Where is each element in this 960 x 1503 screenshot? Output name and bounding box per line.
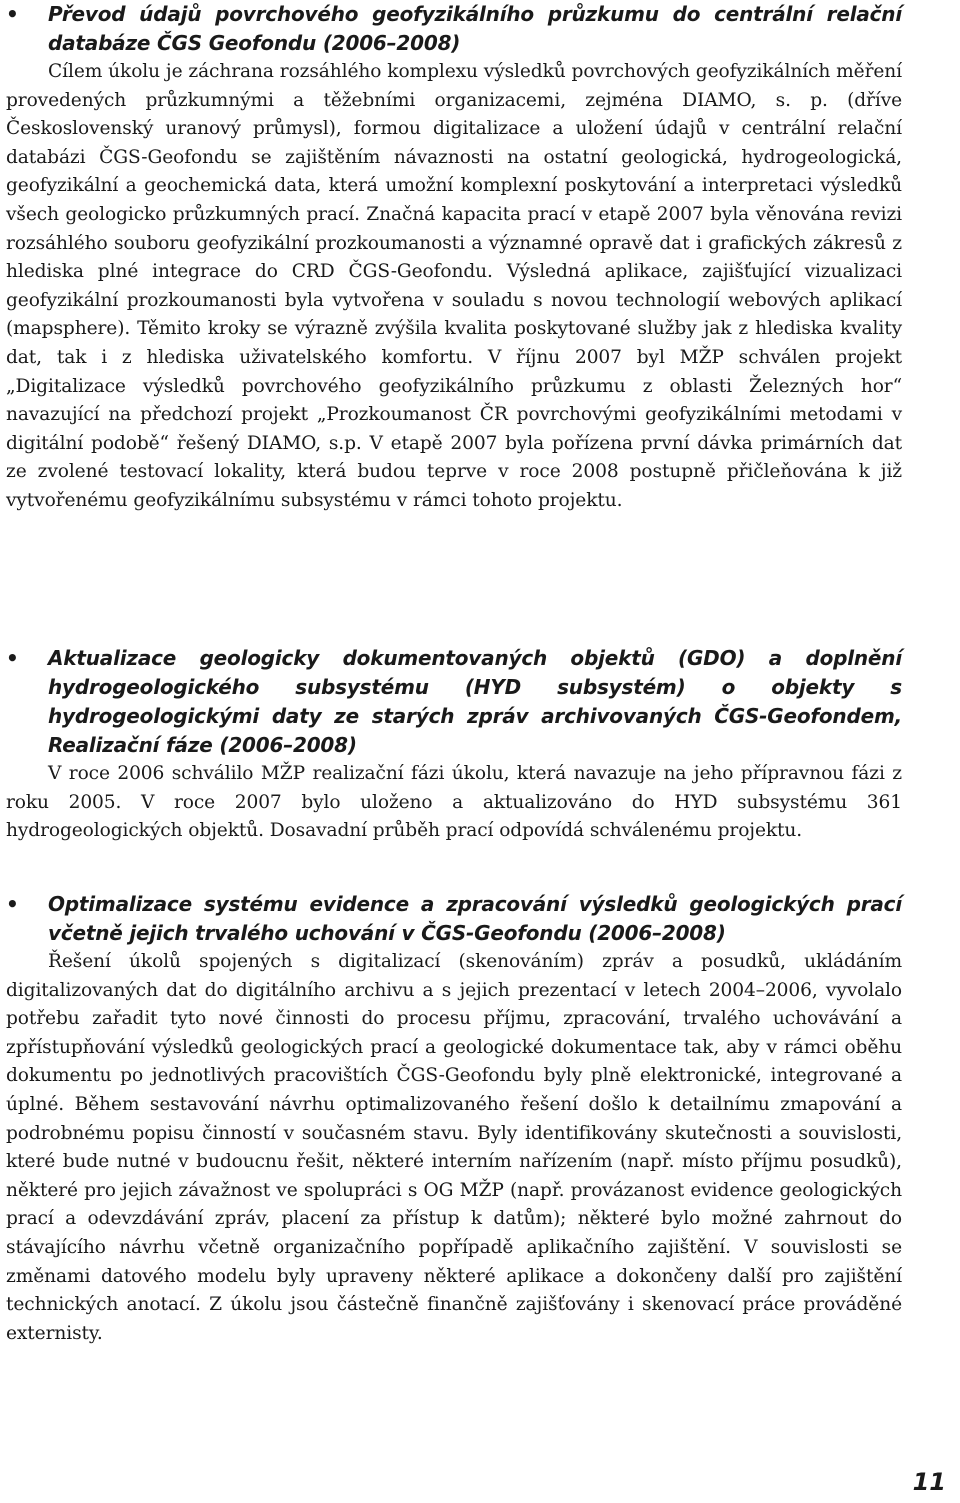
bullet: • — [6, 892, 19, 916]
section-geofyzika — [6, 0, 902, 516]
section-heading: Optimalizace systému evidence a zpracování výsledků geologických prací včetně jejich trvalého uchování v ČGS-Geofondu (2006–2008) — [48, 892, 902, 945]
bullet: • — [6, 646, 19, 670]
bullet: • — [6, 2, 19, 26]
page-number: 11 — [912, 1468, 946, 1496]
section-heading: Aktualizace geologicky dokumentovaných objektů (GDO) a doplnění hydrogeologického subsystému (HYD subsystém) o objekty s hydrogeologickými daty ze starých zpráv archivovaných ČGS-Geofondem, Realizační fáze (2006–2008) — [48, 646, 902, 757]
section-body: V roce 2006 schválilo MŽP realizační fázi úkolu, která navazuje na jeho přípravnou fázi z roku 2005. V roce 2007 bylo uloženo a aktualizováno do HYD subsystému 361 hydrogeologických objektů. Dosavadní průběh prací odpovídá schválenému projektu. — [6, 763, 902, 842]
section-body: Řešení úkolů spojených s digitalizací (skenováním) zpráv a posudků, ukládáním digitalizovaných dat do digitálního archivu a s jejich prezentací v letech 2004–2006, vyvolalo potřebu zařadit tyto nové činnosti do procesu příjmu, zpracování, trvalého uchovávání a zpřístupňování výsledků geologických prací a geologické dokumentace tak, aby v rámci oběhu dokumentu po jednotlivých pracovištích ČGS-Geofondu byly plně elektronické, integrované a úplné. Během sestavování návrhu optimalizovaného řešení došlo k detailnímu zmapování a podrobnému popisu činností v současném stavu. Byly identifikovány skutečnosti a souvislosti, které bude nutné v budoucnu řešit, některé interním nařízením (např. místo příjmu posudků), některé pro jejich závažnost ve spolupráci s OG MŽP (např. provázanost evidence geologických prací a odevzdávání zpráv, placení za přístup k datům); některé bylo možné zahrnout do stávajícího návrhu včetně organizačního popřípadě aplikačního zajištění. V souvislosti se změnami datového modelu byly upraveny některé aplikace a dokončeny další pro zajištění technických anotací. Z úkolu jsou částečně finančně zajišťovány i skenovací práce prováděné externisty. — [6, 951, 902, 1344]
section-body: Cílem úkolu je záchrana rozsáhlého komplexu výsledků povrchových geofyzikálních měření provedených průzkumnými a těžebními organizacemi, zejména DIAMO, s. p. (dříve Československý uranový průmysl), formou digitalizace a uložení údajů v centrální relační databázi ČGS-Geofondu se zajištěním návaznosti na ostatní geologická, hydrogeologická, geofyzikální a geochemická data, která umožní komplexní poskytování a interpretaci výsledků všech geologicko průzkumných prací. Značná kapacita prací v etapě 2007 byla věnována revizi rozsáhlého souboru geofyzikální prozkoumanosti a významné opravě dat i grafických zákresů z hlediska plné integrace do CRD ČGS-Geofondu. Výsledná aplikace, zajišťující vizualizaci geofyzikální prozkoumanosti byla vytvořena v souladu s novou technologií webových aplikací (mapsphere). Těmito kroky se výrazně zvýšila kvalita poskytované služby jak z hlediska kvality dat, tak i z hlediska uživatelského komfortu. V říjnu 2007 byl MŽP schválen projekt „Digitalizace výsledků povrchového geofyzikálního průzkumu z oblasti Železných hor“ navazující na předchozí projekt „Prozkoumanost ČR povrchovými geofyzikálními metodami v digitální podobě“ řešený DIAMO, s.p. V etapě 2007 byla pořízena první dávka primárních dat ze zvolené testovací lokality, která budou teprve v roce 2008 postupně přičleňována k již vytvořenému geofyzikálnímu subsystému v rámci tohoto projektu. — [6, 61, 902, 511]
section-gdo-hyd — [6, 644, 902, 846]
section-heading: Převod údajů povrchového geofyzikálního průzkumu do centrální relační databáze ČGS Geofondu (2006–2008) — [48, 2, 902, 55]
section-optimalizace — [6, 890, 902, 1348]
